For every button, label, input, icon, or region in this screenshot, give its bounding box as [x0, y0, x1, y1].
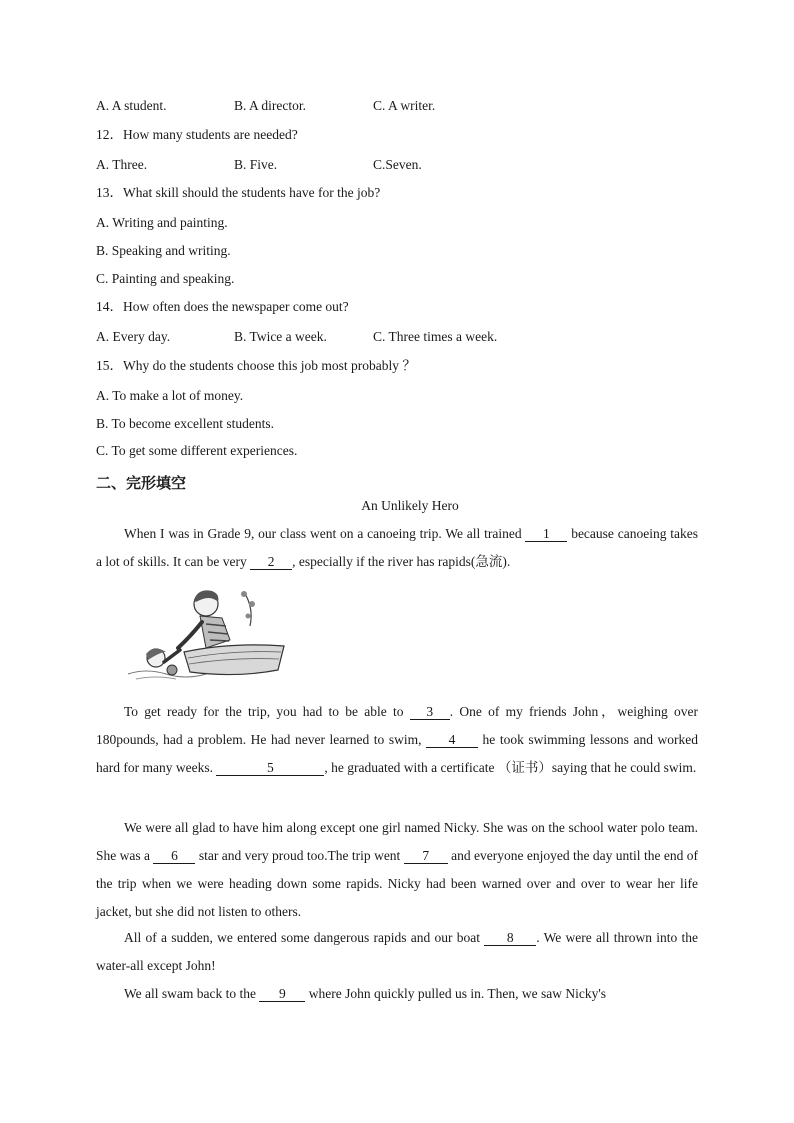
q15-option-a: A. To make a lot of money.: [96, 388, 244, 403]
q12-option-b: B. Five.: [234, 157, 278, 172]
q12-option-c: C.Seven.: [373, 157, 422, 172]
blank-9: 9: [259, 986, 305, 1002]
passage-title: An Unlikely Hero: [361, 498, 459, 513]
q14-option-b: B. Twice a week.: [234, 329, 327, 344]
q15-option-b: B. To become excellent students.: [96, 416, 275, 431]
q11-option-c: C. A writer.: [373, 98, 436, 113]
blank-1: 1: [525, 526, 567, 542]
blank-2: 2: [250, 554, 292, 570]
paragraph-3: We were all glad to have him along except one girl named Nicky. She was on the school water polo team. She was a 6 star and very proud too.The trip went 7 and everyone enjoyed the day until the end of the trip when we were heading down some rapids. Nicky had been warned over and over to wear her life jacket, but she did not listen to others.: [96, 820, 698, 919]
q11-option-a: A. A student.: [96, 98, 167, 113]
blank-6: 6: [153, 848, 195, 864]
blank-3: 3: [410, 704, 450, 720]
q13-option-c: C. Painting and speaking.: [96, 271, 235, 286]
paragraph-5: We all swam back to the 9 where John quickly pulled us in. Then, we saw Nicky's: [124, 986, 607, 1001]
q15-option-c: C. To get some different experiences.: [96, 443, 298, 458]
q14-question: 14．How often does the newspaper come out?: [96, 299, 349, 314]
paragraph-2: To get ready for the trip, you had to be able to 3 . One of my friends John，weighing over 180pounds, had a problem. He had never learned to swim, 4 he took swimming lessons and worked hard for many weeks. 5 , he graduated with a certificate （证书）saying that he could swim.: [96, 704, 699, 775]
blank-7: 7: [404, 848, 448, 864]
canoe-rescue-illustration: [126, 582, 286, 682]
q13-question: 13．What skill should the students have for the job?: [96, 185, 381, 200]
q15-question: 15．Why do the students choose this job most probably ？: [96, 358, 416, 373]
paragraph-1: When I was in Grade 9, our class went on a canoeing trip. We all trained 1 because canoeing takes a lot of skills. It can be very 2 , especially if the river has rapids(急流).: [96, 526, 698, 569]
q12-question: 12．How many students are needed?: [96, 127, 298, 142]
q11-option-b: B. A director.: [234, 98, 306, 113]
q12-option-a: A. Three.: [96, 157, 148, 172]
paragraph-4: All of a sudden, we entered some dangerous rapids and our boat 8 . We were all thrown into the water-all except John!: [96, 930, 699, 973]
blank-5: 5: [216, 760, 324, 776]
q14-option-a: A. Every day.: [96, 329, 171, 344]
q13-option-a: A. Writing and painting.: [96, 215, 228, 230]
blank-4: 4: [426, 732, 478, 748]
section-heading: 二、完形填空: [96, 475, 187, 492]
q14-option-c: C. Three times a week.: [373, 329, 498, 344]
blank-8: 8: [484, 930, 536, 946]
q13-option-b: B. Speaking and writing.: [96, 243, 231, 258]
